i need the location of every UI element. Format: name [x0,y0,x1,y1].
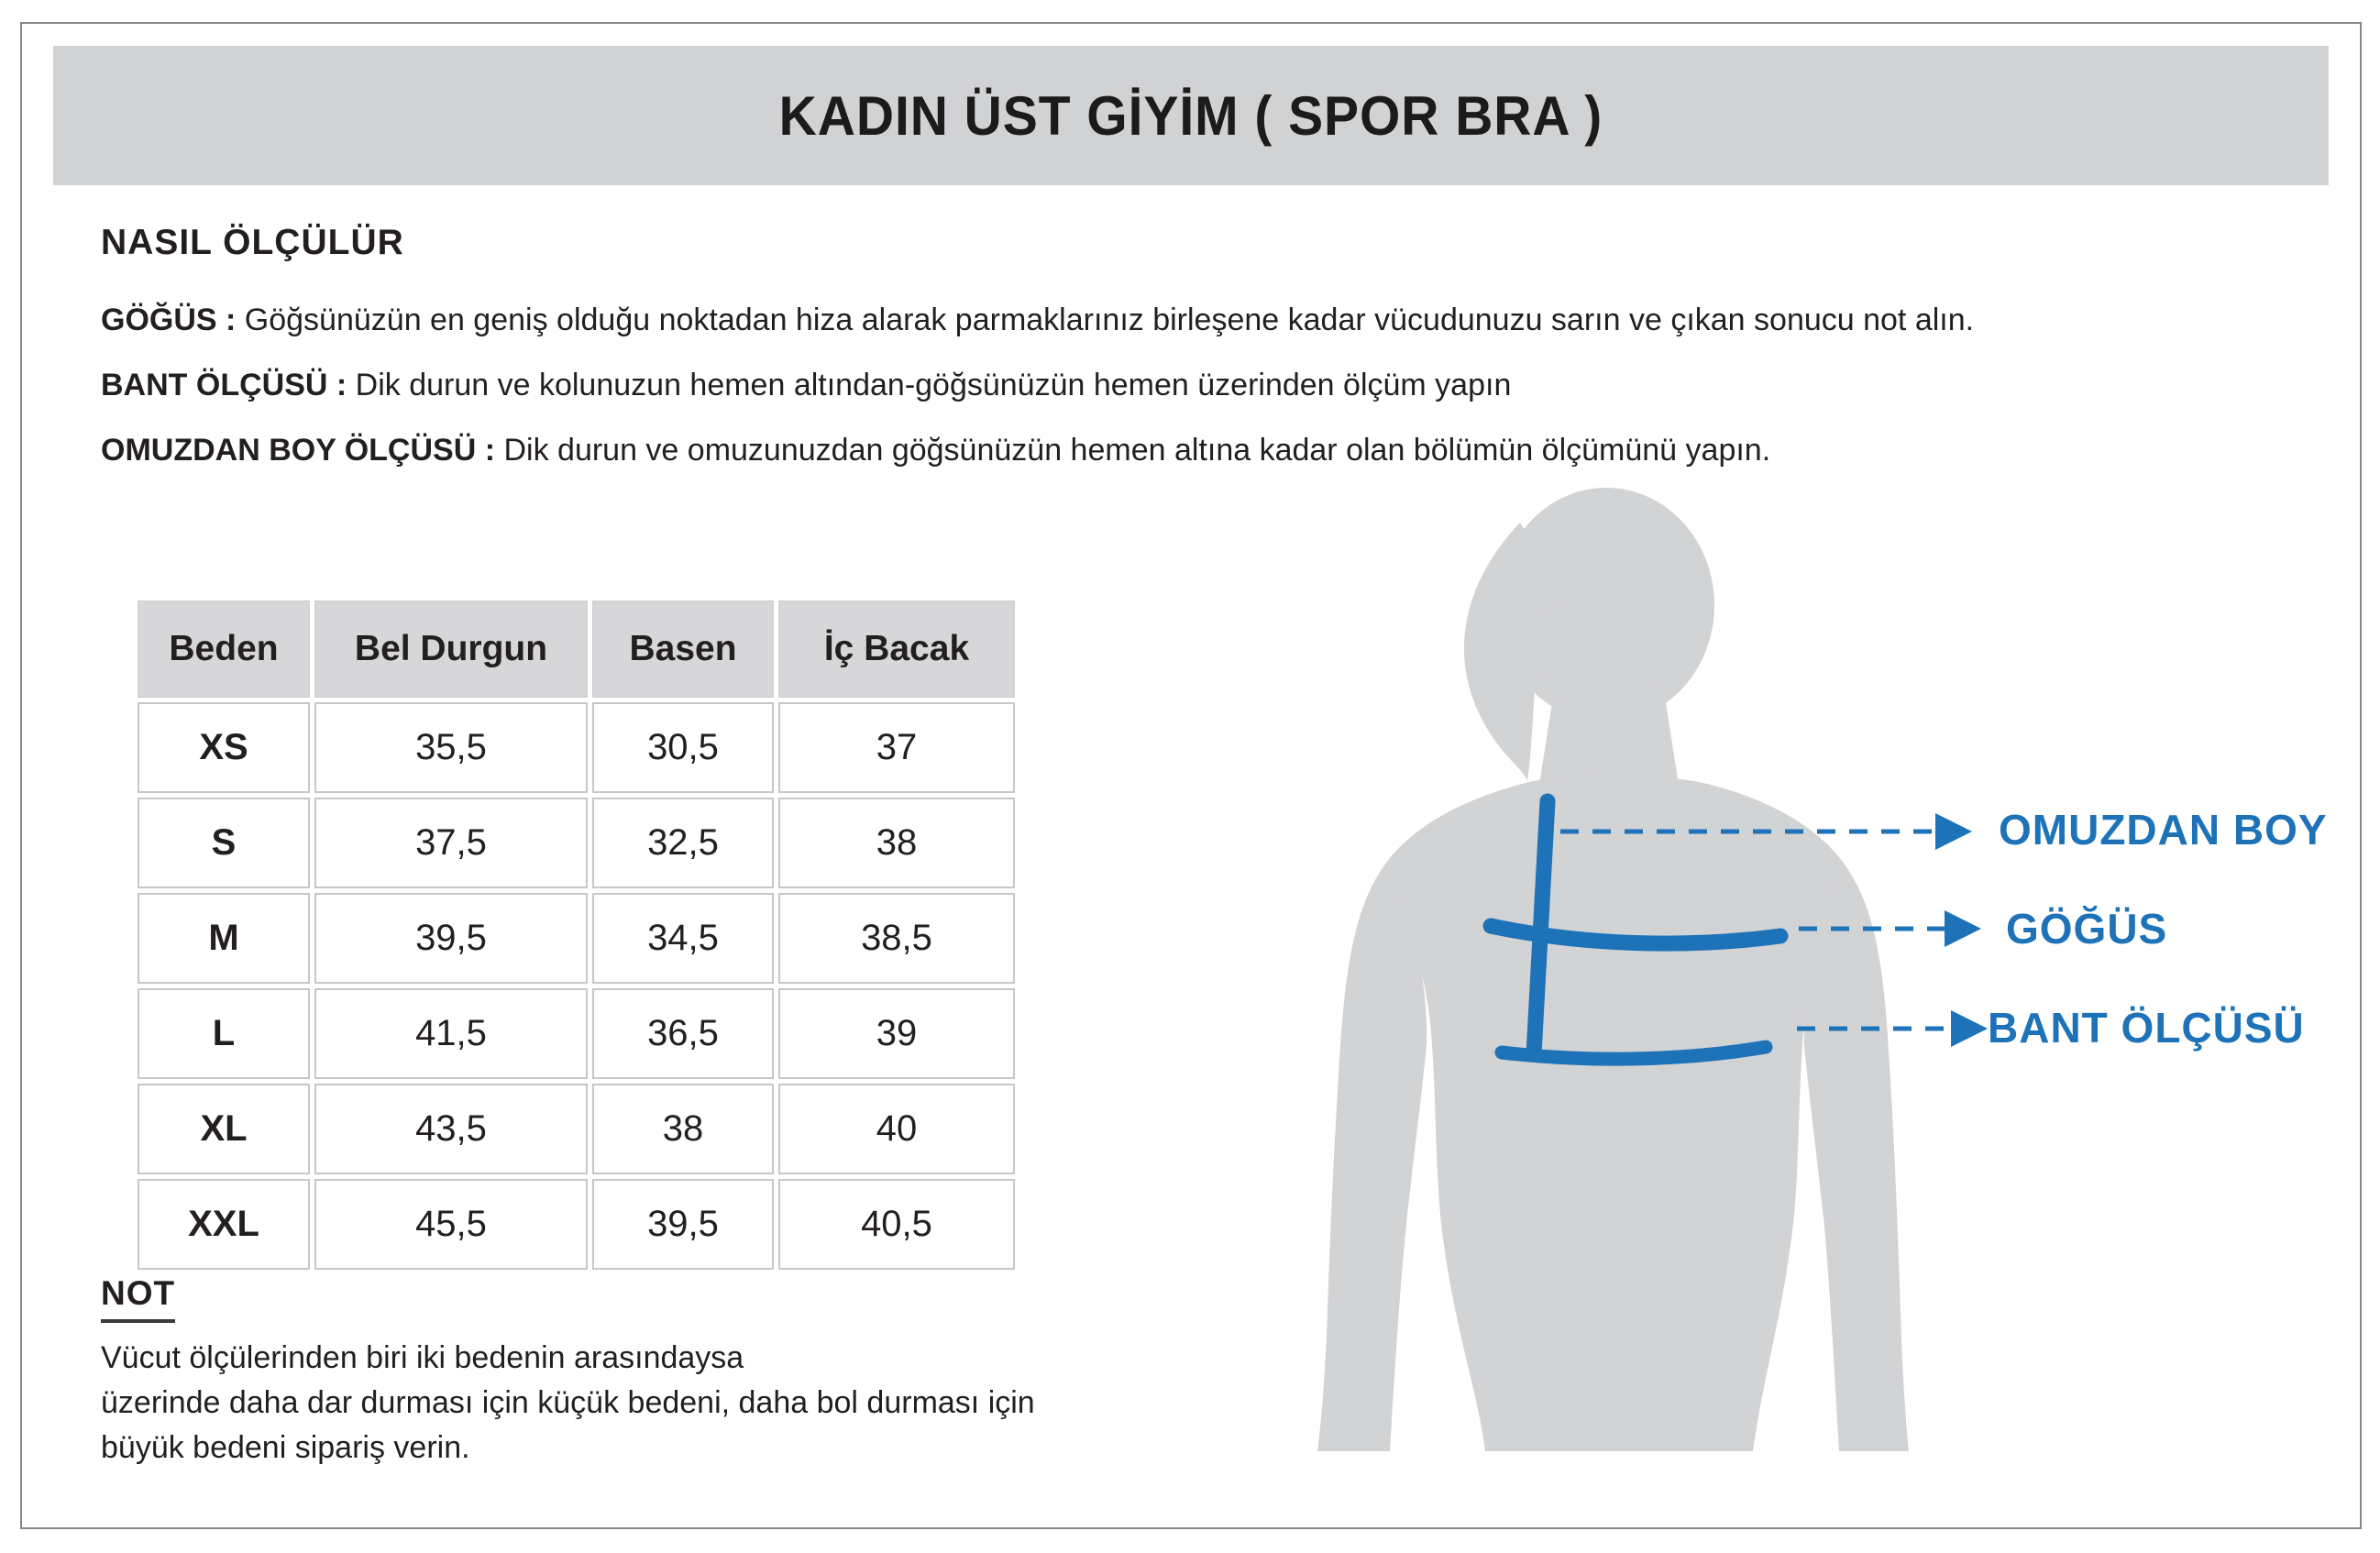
table-row-xl [138,1084,1015,1174]
size-label: M [138,893,310,984]
header-bel-durgun: Bel Durgun [314,600,588,698]
size-table-header-row [138,600,1015,698]
note-section [101,1274,1201,1470]
measurement-diagram [1192,458,2338,1494]
value-cell: 39,5 [314,893,588,984]
value-cell: 32,5 [592,798,774,888]
value-cell: 34,5 [592,893,774,984]
value-cell: 38,5 [778,893,1015,984]
size-label: L [138,988,310,1079]
value-cell: 45,5 [314,1179,588,1270]
silhouette-neck [1538,674,1680,790]
label-bant-olcusu: BANT ÖLÇÜSÜ [1988,1004,2305,1052]
size-label: XL [138,1084,310,1174]
note-text [101,1336,1201,1470]
instruction-text: Dik durun ve omuzunuzdan göğsünüzün hemen altına kadar olan bölümün ölçümünü yapın. [495,433,1771,468]
table-row-xs [138,702,1015,793]
note-line: büyük bedeni sipariş verin. [101,1430,470,1465]
note-heading: NOT [101,1274,175,1323]
table-row-m [138,893,1015,984]
table-row-l [138,988,1015,1079]
size-label: S [138,798,310,888]
woman-silhouette-graphic [1317,488,1909,1451]
header-ic-bacak: İç Bacak [778,600,1015,698]
note-line: üzerinde daha dar durması için küçük bedeni, daha bol durması için [101,1385,1035,1420]
silhouette-left-arm [1317,865,1427,1451]
how-to-measure-heading: NASIL ÖLÇÜLÜR [101,223,404,262]
instruction-label: OMUZDAN BOY ÖLÇÜSÜ : [101,433,496,468]
value-cell: 40,5 [778,1179,1015,1270]
size-table [133,596,1019,1274]
title-bar [53,46,2329,185]
value-cell: 37,5 [314,798,588,888]
instruction-line-gogus [101,300,2338,340]
instruction-text: Dik durun ve kolunuzun hemen altından-göğsünüzün hemen üzerinden ölçüm yapın [347,368,1512,402]
table-row-xxl [138,1179,1015,1270]
value-cell: 38 [592,1084,774,1174]
page-title: KADIN ÜST GİYİM ( SPOR BRA ) [778,84,1603,147]
value-cell: 35,5 [314,702,588,793]
silhouette-torso [1384,775,1850,1451]
silhouette-right-arm [1804,873,1909,1451]
value-cell: 38 [778,798,1015,888]
instruction-text: Göğsünüzün en geniş olduğu noktadan hiza alarak parmaklarınız birleşene kadar vücudunuzu sarın ve çıkan sonucu not alın. [236,303,1975,337]
note-line: Vücut ölçülerinden biri iki bedenin arasındaysa [101,1340,744,1375]
size-label: XXL [138,1179,310,1270]
value-cell: 39 [778,988,1015,1079]
label-gogus: GÖĞÜS [2006,905,2168,953]
value-cell: 41,5 [314,988,588,1079]
instruction-label: GÖĞÜS : [101,303,237,337]
size-label: XS [138,702,310,793]
value-cell: 40 [778,1084,1015,1174]
value-cell: 36,5 [592,988,774,1079]
value-cell: 37 [778,702,1015,793]
label-omuzdan-boy: OMUZDAN BOY [1999,806,2328,854]
instruction-line-bant [101,365,2338,405]
value-cell: 30,5 [592,702,774,793]
value-cell: 39,5 [592,1179,774,1270]
header-basen: Basen [592,600,774,698]
header-beden: Beden [138,600,310,698]
table-row-s [138,798,1015,888]
instruction-label: BANT ÖLÇÜSÜ : [101,368,347,402]
value-cell: 43,5 [314,1084,588,1174]
